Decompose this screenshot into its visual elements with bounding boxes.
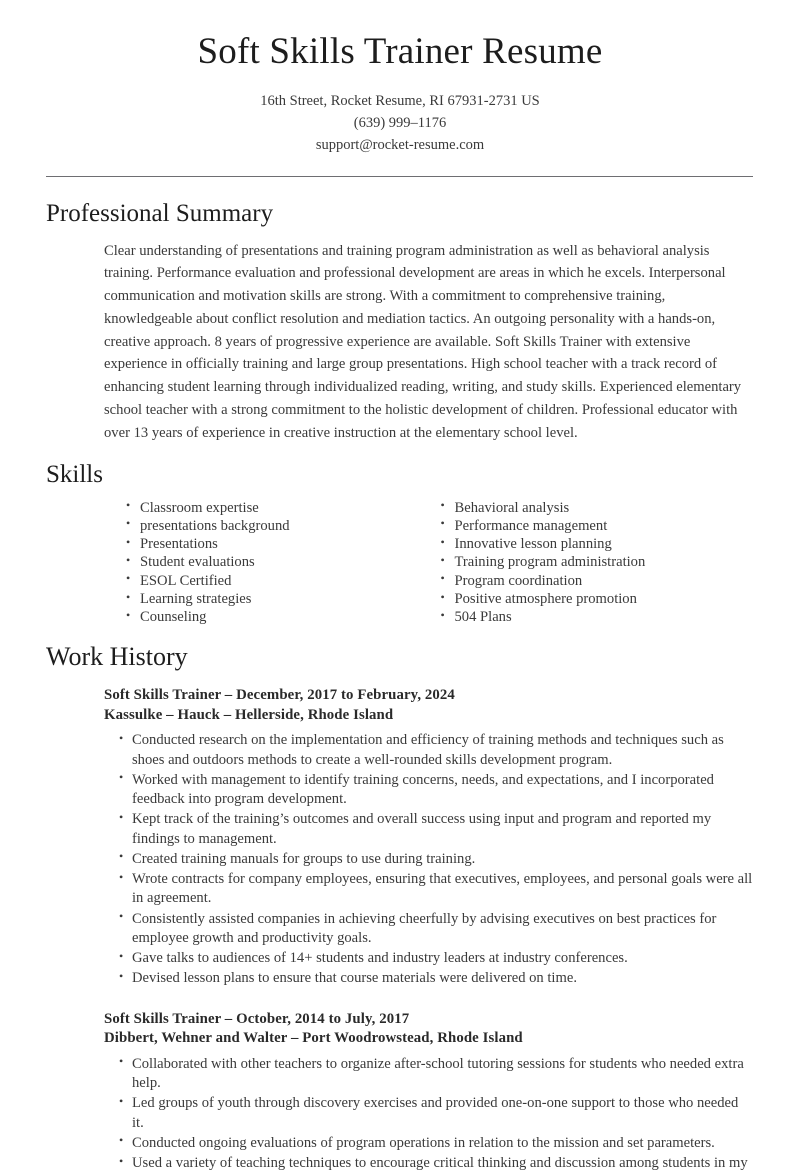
skills-column-right xyxy=(400,499,754,627)
professional-summary-text: Clear understanding of presentations and training program administration as well as behavioral analysis training. Performance evaluation and professional development are areas in which he excels. Interpersonal communication and motivation skills are strong. With a commitment to comprehensive training, knowledgeable about conflict resolution and mediation tactics. An outgoing personality with a hands-on, creative approach. 8 years of progressive experience are available. Soft Skills Trainer with extensive experience in officially training and large group presentations. High school teacher with a track record of enhancing student learning through individualized reading, writing, and study skills. Experienced elementary school teacher with a strong commitment to the holistic development of children. Professional educator with over 13 years of experience in creative instruction at the elementary school level. xyxy=(104,240,753,445)
section-professional-summary xyxy=(0,177,800,445)
list-item: • Program coordination xyxy=(441,572,754,590)
list-item: • Performance management xyxy=(441,517,754,535)
section-title-skills: Skills xyxy=(46,445,753,490)
list-item: • Positive atmosphere promotion xyxy=(441,590,754,608)
list-item: • Gave talks to audiences of 14+ students and industry leaders at industry conferences. xyxy=(119,949,753,968)
section-title-professional-summary: Professional Summary xyxy=(46,177,753,229)
list-item: • Conducted research on the implementation and efficiency of training methods and techniques such as shoes and outdoors methods to create a well-rounded skills development program. xyxy=(119,731,753,770)
job-title-and-dates: Soft Skills Trainer – October, 2014 to July, 2017 xyxy=(104,1010,753,1030)
list-item: • presentations background xyxy=(126,517,400,535)
work-history-entry xyxy=(46,686,753,989)
page-title: Soft Skills Trainer Resume xyxy=(0,30,800,74)
list-item: • Presentations xyxy=(126,535,400,553)
job-company-and-location: Dibbert, Wehner and Walter – Port Woodrowstead, Rhode Island xyxy=(104,1029,753,1049)
list-item: • Consistently assisted companies in achieving cheerfully by advising executives on best practices for employee growth and productivity goals. xyxy=(119,910,753,949)
skills-list-left xyxy=(126,499,400,627)
resume-header xyxy=(0,0,800,157)
job-company-and-location: Kassulke – Hauck – Hellerside, Rhode Island xyxy=(104,706,753,726)
skills-list-right xyxy=(441,499,754,627)
section-work-history xyxy=(0,627,800,1173)
list-item: • Training program administration xyxy=(441,553,754,571)
contact-email: support@rocket-resume.com xyxy=(0,134,800,156)
list-item: • Classroom expertise xyxy=(126,499,400,517)
list-item: • Conducted ongoing evaluations of program operations in relation to the mission and set parameters. xyxy=(119,1134,753,1153)
section-title-work-history: Work History xyxy=(46,627,753,672)
list-item: • Innovative lesson planning xyxy=(441,535,754,553)
list-item: • Learning strategies xyxy=(126,590,400,608)
job-title-and-dates: Soft Skills Trainer – December, 2017 to February, 2024 xyxy=(104,686,753,706)
list-item: • Devised lesson plans to ensure that course materials were delivered on time. xyxy=(119,969,753,988)
list-item: • Behavioral analysis xyxy=(441,499,754,517)
work-history-entry xyxy=(46,1010,753,1173)
list-item: • Worked with management to identify training concerns, needs, and expectations, and I incorporated feedback into program development. xyxy=(119,771,753,810)
list-item: • Led groups of youth through discovery exercises and provided one-on-one support to those who needed it. xyxy=(119,1094,753,1133)
job-responsibilities-list xyxy=(104,1055,753,1173)
contact-address: 16th Street, Rocket Resume, RI 67931-2731 US xyxy=(0,90,800,112)
skills-columns xyxy=(46,499,753,627)
list-item: • Student evaluations xyxy=(126,553,400,571)
list-item: • Used a variety of teaching techniques to encourage critical thinking and discussion among students in my xyxy=(119,1154,753,1173)
contact-phone: (639) 999–1176 xyxy=(0,112,800,134)
list-item: • 504 Plans xyxy=(441,608,754,626)
list-item: • Created training manuals for groups to use during training. xyxy=(119,850,753,869)
job-responsibilities-list xyxy=(104,731,753,988)
list-item: • Kept track of the training’s outcomes and overall success using input and program and reported my findings to management. xyxy=(119,810,753,849)
list-item: • Collaborated with other teachers to organize after-school tutoring sessions for students who needed extra help. xyxy=(119,1055,753,1094)
list-item: • ESOL Certified xyxy=(126,572,400,590)
list-item: • Counseling xyxy=(126,608,400,626)
skills-column-left xyxy=(46,499,400,627)
list-item: • Wrote contracts for company employees, ensuring that executives, employees, and personal goals were all in agreement. xyxy=(119,870,753,909)
section-skills xyxy=(0,445,800,627)
